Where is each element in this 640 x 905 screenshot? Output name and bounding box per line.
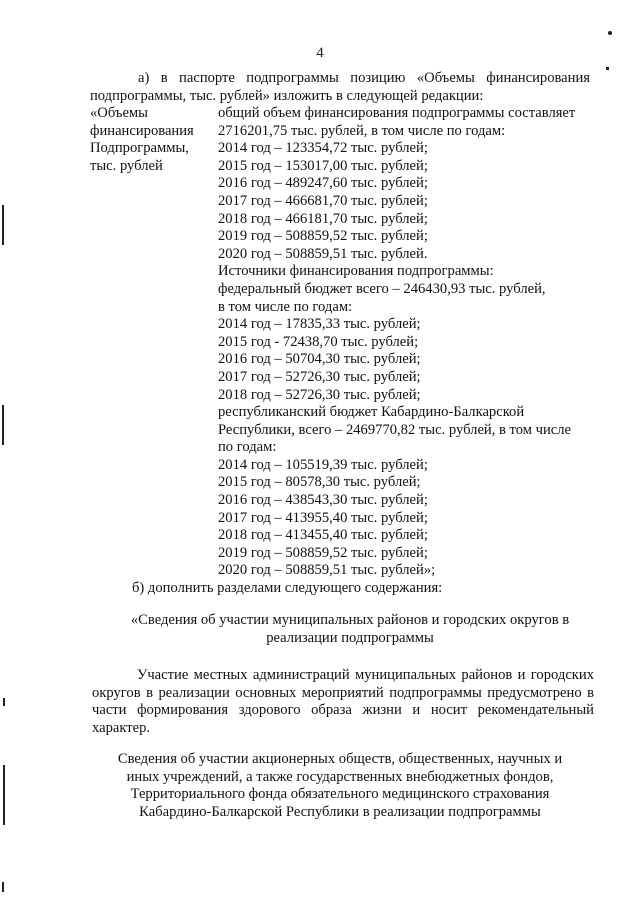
passport-value-line: Республики, всего – 2469770,82 тыс. рублей, в том числе — [218, 421, 572, 438]
scan-speck — [608, 31, 612, 35]
passport-value-line: 2018 год – 413455,40 тыс. рублей; — [218, 527, 428, 544]
paragraph-a-line-1: а) в паспорте подпрограммы позицию «Объемы финансирования — [138, 70, 590, 86]
passport-value-line: 2014 год – 17835,33 тыс. рублей; — [218, 316, 421, 333]
scan-edge-mark — [3, 765, 5, 825]
passport-value-line: 2017 год – 52726,30 тыс. рублей; — [218, 368, 421, 385]
section-heading-line: «Сведения об участии муниципальных районов и городских округов в — [130, 612, 570, 628]
scan-speck — [606, 67, 609, 70]
passport-value — [218, 105, 590, 580]
section-heading-line: иных учреждений, а также государственных внебюджетных фондов, — [126, 768, 554, 785]
paragraph-a — [90, 70, 590, 105]
passport-value-line: федеральный бюджет всего – 246430,93 тыс. рублей, — [218, 280, 546, 297]
passport-value-line: 2016 год – 50704,30 тыс. рублей; — [218, 351, 421, 368]
page-number: 4 — [316, 45, 324, 61]
passport-value-line: по годам: — [218, 439, 277, 456]
passport-value-line: 2014 год – 123354,72 тыс. рублей; — [218, 140, 428, 157]
passport-value-line: 2019 год – 508859,52 тыс. рублей; — [218, 228, 428, 245]
passport-value-line: 2020 год – 508859,51 тыс. рублей. — [218, 245, 428, 262]
passport-value-line: общий объем финансирования подпрограммы составляет — [218, 105, 576, 121]
section-heading-line: Кабардино-Балкарской Республики в реализации подпрограммы — [139, 803, 541, 820]
passport-label-line: «Объемы — [90, 105, 148, 121]
scan-edge-mark — [3, 698, 5, 706]
passport-value-line: 2716201,75 тыс. рублей, в том числе по годам: — [218, 122, 506, 139]
paragraph-a-line-2: подпрограммы, тыс. рублей» изложить в следующей редакции: — [90, 87, 484, 104]
passport-label-line: Подпрограммы, — [90, 140, 189, 157]
passport-value-line: 2016 год – 489247,60 тыс. рублей; — [218, 175, 428, 192]
scan-edge-mark — [2, 882, 4, 892]
scan-edge-mark — [2, 405, 4, 445]
passport-value-line: 2018 год – 52726,30 тыс. рублей; — [218, 386, 421, 403]
paragraph-b: б) дополнить разделами следующего содержания: — [132, 580, 443, 596]
passport-value-line: 2014 год – 105519,39 тыс. рублей; — [218, 456, 428, 473]
passport-label-line: финансирования — [90, 122, 194, 139]
passport-label-line: тыс. рублей — [90, 157, 163, 174]
passport-value-line: в том числе по годам: — [218, 298, 353, 315]
paragraph-municipal-participation — [92, 667, 594, 737]
passport-value-line: 2017 год – 466681,70 тыс. рублей; — [218, 192, 428, 209]
section-heading-line: Сведения об участии акционерных обществ, общественных, научных и — [117, 751, 563, 767]
section-heading-municipal — [100, 612, 600, 647]
passport-value-line: 2018 год – 466181,70 тыс. рублей; — [218, 210, 428, 227]
passport-value-line: республиканский бюджет Кабардино-Балкарской — [218, 404, 525, 421]
passport-value-line: Источники финансирования подпрограммы: — [218, 263, 494, 280]
passport-value-line: 2015 год – 153017,00 тыс. рублей; — [218, 157, 428, 174]
passport-value-line: 2020 год – 508859,51 тыс. рублей»; — [218, 562, 436, 579]
passport-value-line: 2019 год – 508859,52 тыс. рублей; — [218, 544, 428, 561]
section-heading-line: Территориального фонда обязательного медицинского страхования — [130, 786, 550, 803]
passport-value-line: 2015 год - 72438,70 тыс. рублей; — [218, 333, 419, 350]
paragraph-text: Участие местных администраций муниципальных районов и городских округов в реализации основных мероприятий подпрограммы предусмотрено в части формирования здорового образа жизни и носит рекомендательный характер. — [92, 667, 594, 736]
passport-value-line: 2016 год – 438543,30 тыс. рублей; — [218, 492, 428, 509]
section-heading-line: реализации подпрограммы — [266, 629, 434, 646]
passport-value-line: 2015 год – 80578,30 тыс. рублей; — [218, 474, 421, 491]
scan-edge-mark — [2, 205, 4, 245]
passport-label — [90, 105, 215, 175]
section-heading-organizations — [80, 751, 600, 821]
passport-value-line: 2017 год – 413955,40 тыс. рублей; — [218, 509, 428, 526]
